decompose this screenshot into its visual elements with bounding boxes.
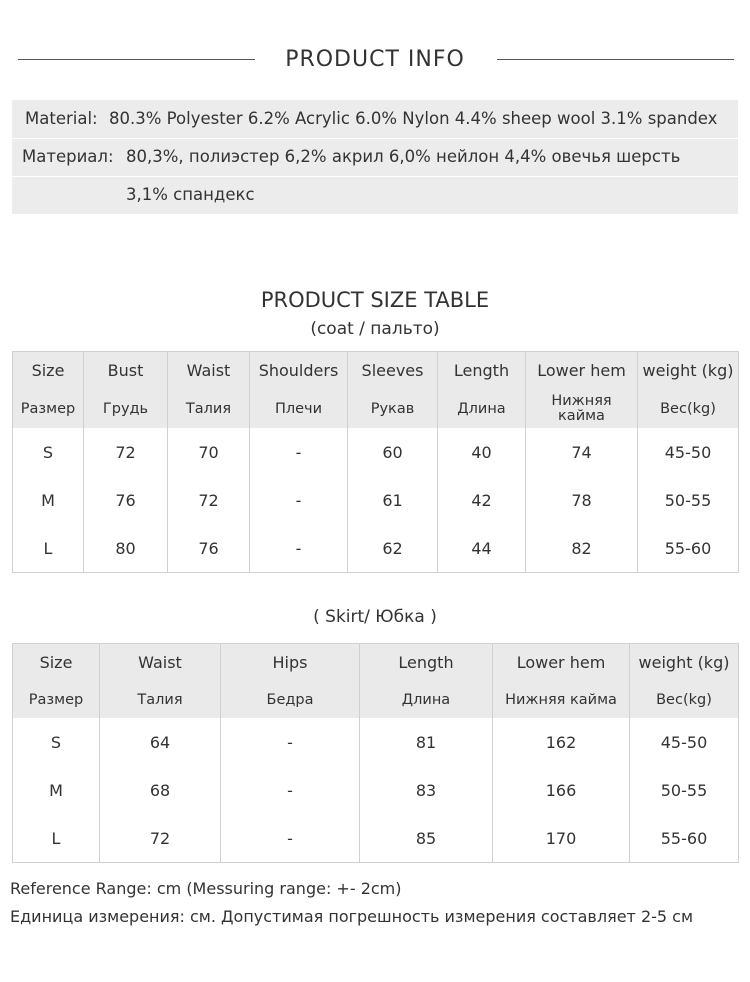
cell: 72 — [100, 814, 221, 863]
cell: 81 — [360, 718, 493, 766]
table-row — [13, 428, 739, 476]
cell: 55-60 — [638, 524, 739, 573]
col-header: Bust — [84, 352, 168, 390]
cell: 78 — [526, 476, 638, 524]
material-en-row — [12, 100, 738, 138]
cell: 55-60 — [630, 814, 739, 863]
coat-header-row — [13, 352, 739, 390]
skirt-header-row — [13, 644, 739, 682]
material-ru-label: Материал: — [22, 147, 114, 166]
col-header-ru: Размер — [13, 681, 100, 718]
divider-right — [497, 59, 734, 60]
cell: S — [13, 428, 84, 476]
cell: 40 — [438, 428, 526, 476]
cell: 42 — [438, 476, 526, 524]
col-header-ru: Размер — [13, 389, 84, 428]
col-header-ru: Талия — [168, 389, 250, 428]
cell: - — [221, 718, 360, 766]
table-row — [13, 718, 739, 766]
reference-range-note: Reference Range: cm (Messuring range: +- 2cm) — [10, 879, 402, 898]
material-ru-text: 80,3%, полиэстер 6,2% акрил 6,0% нейлон 4,4% овечья шерсть — [126, 147, 681, 166]
cell: 162 — [493, 718, 630, 766]
material-ru-row-2 — [12, 177, 738, 214]
table-row — [13, 814, 739, 863]
cell: - — [250, 476, 348, 524]
cell: 82 — [526, 524, 638, 573]
col-header: Length — [360, 644, 493, 682]
skirt-size-table — [12, 643, 739, 863]
material-ru-text-2: 3,1% спандекс — [126, 185, 255, 204]
col-header-ru: Талия — [100, 681, 221, 718]
col-header-ru: Нижняя кайма — [551, 392, 612, 424]
cell: - — [250, 428, 348, 476]
product-info-title: PRODUCT INFO — [285, 47, 465, 72]
col-header: Size — [13, 352, 84, 390]
cell: 45-50 — [638, 428, 739, 476]
col-header-ru: Рукав — [348, 389, 438, 428]
col-header: weight (kg) — [630, 644, 739, 682]
cell: 50-55 — [630, 766, 739, 814]
size-table-title: PRODUCT SIZE TABLE — [260, 288, 490, 312]
cell: - — [221, 766, 360, 814]
cell: S — [13, 718, 100, 766]
cell: 50-55 — [638, 476, 739, 524]
col-header: Shoulders — [250, 352, 348, 390]
measurement-unit-note: Единица измерения: см. Допустимая погрешность измерения составляет 2-5 см — [10, 907, 694, 926]
cell: 62 — [348, 524, 438, 573]
table-row — [13, 524, 739, 573]
cell: L — [13, 814, 100, 863]
cell: M — [13, 766, 100, 814]
col-header: Sleeves — [348, 352, 438, 390]
size-table-subtitle: (coat / пальто) — [310, 319, 440, 339]
col-header: Waist — [168, 352, 250, 390]
cell: 72 — [168, 476, 250, 524]
cell: 85 — [360, 814, 493, 863]
cell: 166 — [493, 766, 630, 814]
material-ru-row — [12, 139, 738, 176]
cell: 76 — [168, 524, 250, 573]
material-en-label: Material: — [25, 109, 98, 128]
cell: 70 — [168, 428, 250, 476]
col-header: Length — [438, 352, 526, 390]
col-header-ru: Вес(kg) — [638, 389, 739, 428]
col-header: Hips — [221, 644, 360, 682]
col-header: Lower hem — [526, 352, 638, 390]
material-en-text: 80.3% Polyester 6.2% Acrylic 6.0% Nylon 4.4% sheep wool 3.1% spandex — [109, 109, 718, 128]
col-header-ru: Длина — [360, 681, 493, 718]
coat-size-table — [12, 351, 739, 573]
col-header: weight (kg) — [638, 352, 739, 390]
col-header-ru-cell — [526, 389, 638, 428]
col-header-ru: Грудь — [84, 389, 168, 428]
cell: - — [250, 524, 348, 573]
cell: 80 — [84, 524, 168, 573]
cell: 83 — [360, 766, 493, 814]
col-header-ru: Вес(kg) — [630, 681, 739, 718]
cell: 170 — [493, 814, 630, 863]
table-row — [13, 476, 739, 524]
table-row — [13, 766, 739, 814]
cell: 74 — [526, 428, 638, 476]
skirt-table-title: ( Skirt/ Юбка ) — [313, 607, 437, 627]
col-header: Waist — [100, 644, 221, 682]
cell: L — [13, 524, 84, 573]
col-header: Lower hem — [493, 644, 630, 682]
col-header: Size — [13, 644, 100, 682]
coat-header-ru-row — [13, 389, 739, 428]
cell: M — [13, 476, 84, 524]
cell: 64 — [100, 718, 221, 766]
cell: 45-50 — [630, 718, 739, 766]
cell: 76 — [84, 476, 168, 524]
skirt-header-ru-row — [13, 681, 739, 718]
cell: 68 — [100, 766, 221, 814]
cell: 61 — [348, 476, 438, 524]
col-header-ru: Бедра — [221, 681, 360, 718]
col-header-ru: Плечи — [250, 389, 348, 428]
cell: 72 — [84, 428, 168, 476]
col-header-ru: Нижняя кайма — [493, 681, 630, 718]
cell: 44 — [438, 524, 526, 573]
cell: 60 — [348, 428, 438, 476]
col-header-ru: Длина — [438, 389, 526, 428]
cell: - — [221, 814, 360, 863]
